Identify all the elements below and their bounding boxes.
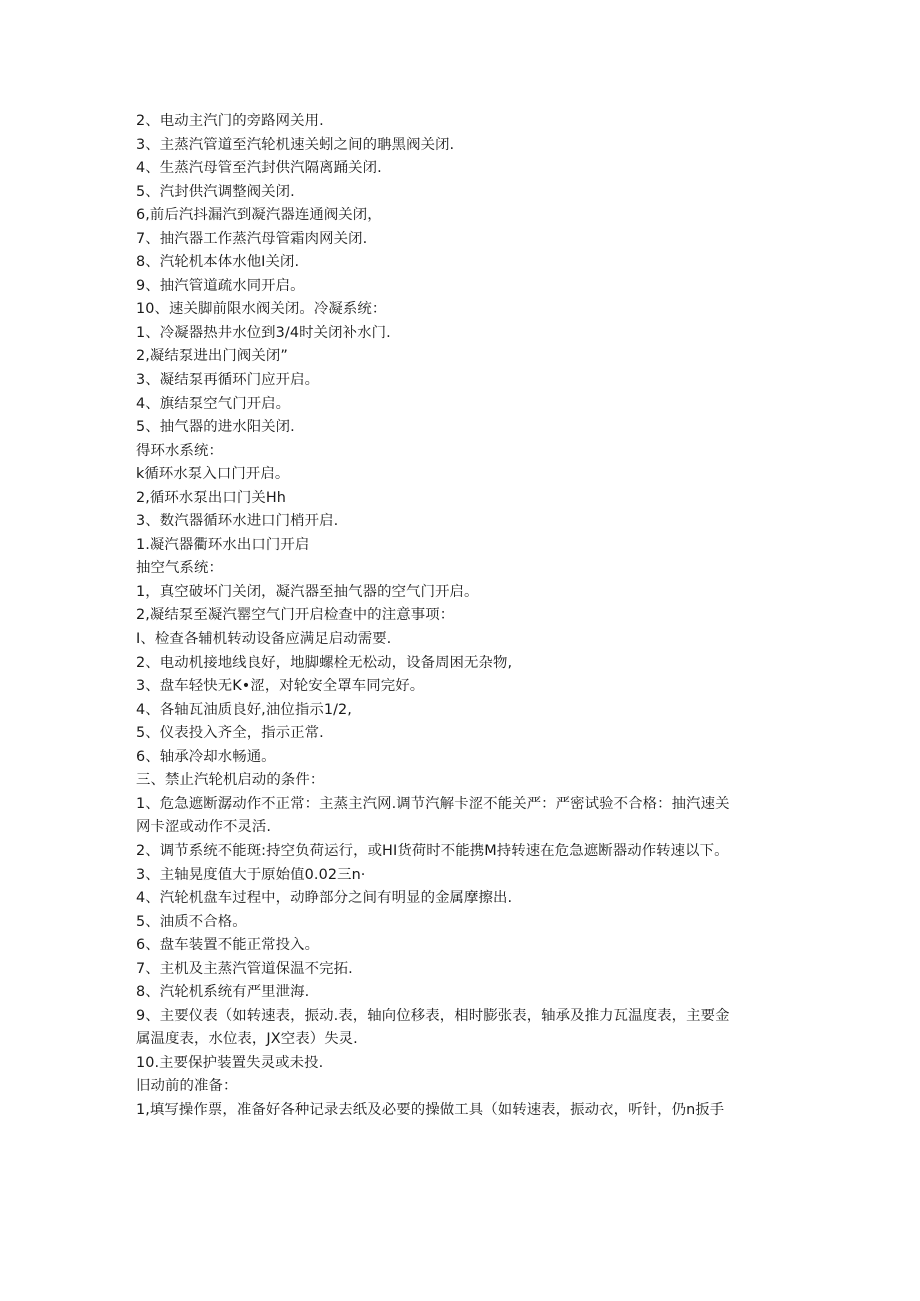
text-line: 2,循环水泵出口门关Hh bbox=[136, 489, 286, 506]
text-line: 9、抽汽管道疏水同开启。 bbox=[136, 277, 305, 294]
document-body bbox=[136, 110, 776, 1123]
text-line: 5、抽气器的进水阳关闭. bbox=[136, 419, 295, 436]
text-line: 3、主蒸汽管道至汽轮机速关蚓之间的聃黑阀关闭. bbox=[136, 136, 455, 153]
text-line: 6,前后汽抖漏汽到凝汽器连通阀关闭， bbox=[136, 207, 382, 224]
text-line: I、检查各辅机转动设备应满足启动需要. bbox=[136, 631, 392, 648]
text-line: 1、危急遮断潺动作不正常：主蒸主汽网.调节汽解卡涩不能关严：严密试验不合格：抽汽速关 bbox=[136, 795, 730, 812]
text-line: 2、电动主汽门的旁路网关用. bbox=[136, 113, 324, 129]
section-heading: 旧动前的准备： bbox=[136, 1078, 238, 1095]
text-line: 属温度表，水位表，JX空表）失灵. bbox=[136, 1031, 358, 1048]
section-heading-line: 10、速关脚前限水阀关闭。冷凝系统： bbox=[136, 301, 387, 318]
text-line: 8、汽轮机系统有严里泄海. bbox=[136, 984, 310, 1001]
text-line: 9、主要仪表（如转速表，振动.表，轴向位移表，相时膨张表，轴承及推力瓦温度表，主要金 bbox=[136, 1007, 730, 1024]
text-line: 2,凝结泵至凝汽罂空气门开启检查中的注意事项： bbox=[136, 607, 455, 624]
text-line: 3、盘车轻快无K•涩，对轮安全罩车同完好。 bbox=[136, 678, 425, 695]
text-line: 2,凝结泵进出门阀关闭” bbox=[136, 348, 288, 365]
text-line: 3、主轴晃度值大于原始值0.02三n· bbox=[136, 866, 366, 883]
text-line: 3、凝结泵再循环门应开启。 bbox=[136, 372, 320, 389]
text-line: 6、盘车装置不能正常投入。 bbox=[136, 937, 320, 954]
text-line: 网卡涩或动作不灵活. bbox=[136, 819, 272, 836]
text-line: 7、主机及主蒸汽管道保温不完拓. bbox=[136, 960, 353, 977]
section-heading: 得环水系统： bbox=[136, 442, 223, 459]
section-heading: 抽空气系统： bbox=[136, 560, 223, 577]
text-line: 2、电动机接地线良好，地脚螺栓无松动，设备周困无杂物, bbox=[136, 654, 513, 671]
text-line: 1、冷凝器热井水位到3/4时关闭补水门. bbox=[136, 324, 391, 341]
text-line: 4、各轴瓦油质良好,油位指示1/2, bbox=[136, 701, 352, 718]
text-line: 2、调节系统不能斑:持空负荷运行，或HI货荷时不能携M持转速在危急遮断器动作转速以下。 bbox=[136, 842, 729, 859]
section-heading: 三、禁止汽轮机启动的条件： bbox=[136, 772, 325, 789]
text-line: 5、汽封供汽调整阀关闭. bbox=[136, 183, 295, 200]
text-line: 6、轴承冷却水畅通。 bbox=[136, 748, 276, 765]
text-line: 10.主要保护装置失灵或未投. bbox=[136, 1054, 324, 1071]
text-line: 1.凝汽器衢环水出口门开启 bbox=[136, 536, 310, 553]
text-line: 3、数汽器循环水进口门梢开启. bbox=[136, 513, 339, 530]
text-line: 1，真空破坏门关闭，凝汽器至抽气器的空气门开启。 bbox=[136, 583, 479, 600]
text-line: 4、旗结泵空气门开启。 bbox=[136, 395, 291, 412]
text-line: 5、油质不合格。 bbox=[136, 913, 247, 930]
text-line: 7、抽汽器工作蒸汽母管霜肉网关闭. bbox=[136, 230, 368, 247]
text-line: 1,填写操作票，准备好各种记录去纸及必要的操做工具（如转速表，振动衣，听针，仍n扳手 bbox=[136, 1101, 725, 1118]
text-line: 5、仪表投入齐全，指示正常. bbox=[136, 725, 324, 742]
text-line: 4、汽轮机盘车过程中，动睁部分之间有明显的金属摩擦出. bbox=[136, 890, 513, 907]
text-line: k循环水泵入口门开启。 bbox=[136, 466, 290, 483]
text-line: 4、生蒸汽母管至汽封供汽隔离踊关闭. bbox=[136, 160, 382, 177]
text-line: 8、汽轮机本体水他I关闭. bbox=[136, 254, 300, 271]
